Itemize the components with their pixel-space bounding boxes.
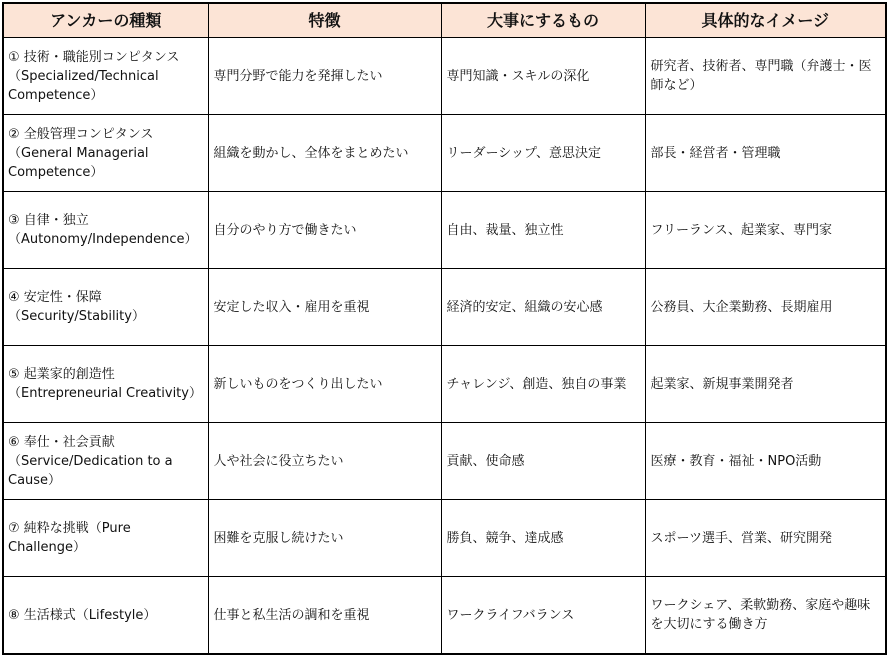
examples-cell: 研究者、技術者、専門職（弁護士・医師など）	[645, 38, 886, 115]
feature-cell: 専門分野で能力を発揮したい	[208, 38, 441, 115]
feature-cell: 人や社会に役立ちたい	[208, 423, 441, 500]
examples-cell: 起業家、新規事業開発者	[645, 346, 886, 423]
feature-cell: 仕事と私生活の調和を重視	[208, 577, 441, 655]
anchor-type-cell: ② 全般管理コンピタンス（General Managerial Competence）	[3, 115, 208, 192]
values-cell: 経済的安定、組織の安心感	[441, 269, 645, 346]
anchor-type-cell: ④ 安定性・保障（Security/Stability）	[3, 269, 208, 346]
table-row	[3, 192, 886, 269]
table-row	[3, 346, 886, 423]
table-row	[3, 500, 886, 577]
anchor-type-cell: ⑥ 奉仕・社会貢献（Service/Dedication to a Cause）	[3, 423, 208, 500]
career-anchor-table	[2, 2, 887, 655]
examples-cell: フリーランス、起業家、専門家	[645, 192, 886, 269]
anchor-type-cell: ③ 自律・独立（Autonomy/Independence）	[3, 192, 208, 269]
feature-cell: 新しいものをつくり出したい	[208, 346, 441, 423]
values-cell: 貢献、使命感	[441, 423, 645, 500]
table-row	[3, 115, 886, 192]
anchor-type-cell: ① 技術・職能別コンピタンス（Specialized/Technical Competence）	[3, 38, 208, 115]
examples-cell: スポーツ選手、営業、研究開発	[645, 500, 886, 577]
table-row	[3, 423, 886, 500]
values-cell: 専門知識・スキルの深化	[441, 38, 645, 115]
table-row	[3, 269, 886, 346]
feature-cell: 組織を動かし、全体をまとめたい	[208, 115, 441, 192]
values-cell: 勝負、競争、達成感	[441, 500, 645, 577]
anchor-type-cell: ⑤ 起業家的創造性（Entrepreneurial Creativity）	[3, 346, 208, 423]
feature-cell: 自分のやり方で働きたい	[208, 192, 441, 269]
examples-cell: 医療・教育・福祉・NPO活動	[645, 423, 886, 500]
examples-cell: 公務員、大企業勤務、長期雇用	[645, 269, 886, 346]
anchor-type-cell: ⑦ 純粋な挑戦（Pure Challenge）	[3, 500, 208, 577]
header-row	[3, 3, 886, 38]
header-values: 大事にするもの	[441, 3, 645, 38]
values-cell: ワークライフバランス	[441, 577, 645, 655]
table-row	[3, 577, 886, 655]
header-anchor-type: アンカーの種類	[3, 3, 208, 38]
examples-cell: 部長・経営者・管理職	[645, 115, 886, 192]
values-cell: チャレンジ、創造、独自の事業	[441, 346, 645, 423]
feature-cell: 安定した収入・雇用を重視	[208, 269, 441, 346]
values-cell: リーダーシップ、意思決定	[441, 115, 645, 192]
header-examples: 具体的なイメージ	[645, 3, 886, 38]
anchor-type-cell: ⑧ 生活様式（Lifestyle）	[3, 577, 208, 655]
table-row	[3, 38, 886, 115]
values-cell: 自由、裁量、独立性	[441, 192, 645, 269]
examples-cell: ワークシェア、柔軟勤務、家庭や趣味を大切にする働き方	[645, 577, 886, 655]
feature-cell: 困難を克服し続けたい	[208, 500, 441, 577]
header-feature: 特徴	[208, 3, 441, 38]
